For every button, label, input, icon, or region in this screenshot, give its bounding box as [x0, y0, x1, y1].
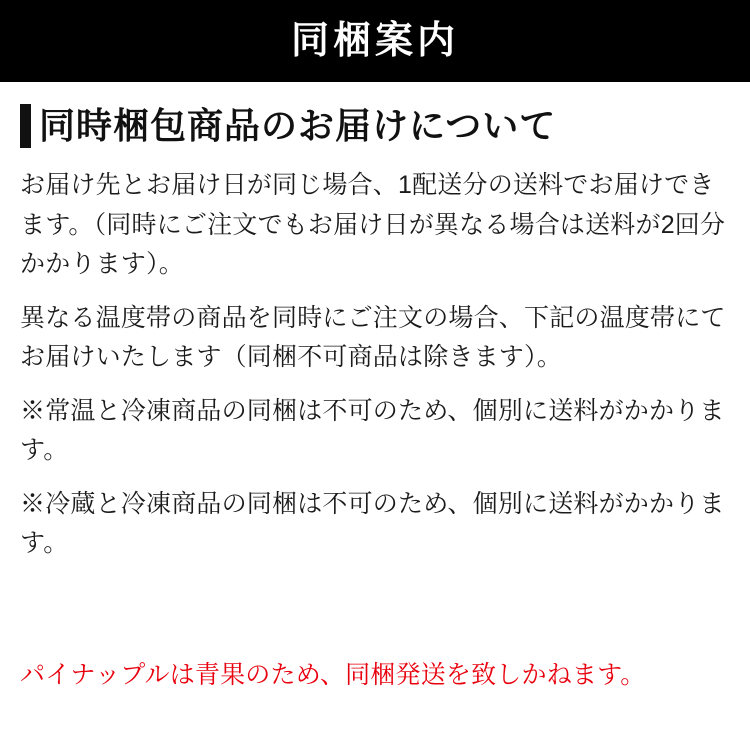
paragraph-room-frozen-note: ※常温と冷凍商品の同梱は不可のため、個別に送料がかかります。 [20, 396, 725, 464]
section-heading-label: 同時梱包商品のお届けについて [39, 105, 557, 147]
paragraph-shipping-same-destination: お届け先とお届け日が同じ場合、1配送分の送料でお届けできます。（同時にご注文でもお届け日が異なる場合は送料が2回分かかります）。 [20, 171, 726, 278]
content-area [0, 104, 750, 564]
section-heading [20, 104, 728, 148]
heading-accent-bar [20, 104, 31, 148]
paragraph-chilled-frozen-note: ※冷蔵と冷凍商品の同梱は不可のため、個別に送料がかかります。 [20, 489, 725, 557]
page-title: 同梱案内 [290, 20, 459, 62]
pineapple-notice: パイナップルは青果のため、同梱発送を致しかねます。 [20, 660, 646, 689]
header-banner [0, 0, 750, 82]
paragraph-temperature-zone: 異なる温度帯の商品を同時にご注文の場合、下記の温度帯にてお届けいたします（同梱不可商品は除きます）。 [20, 303, 726, 371]
paragraph-list [20, 166, 728, 564]
